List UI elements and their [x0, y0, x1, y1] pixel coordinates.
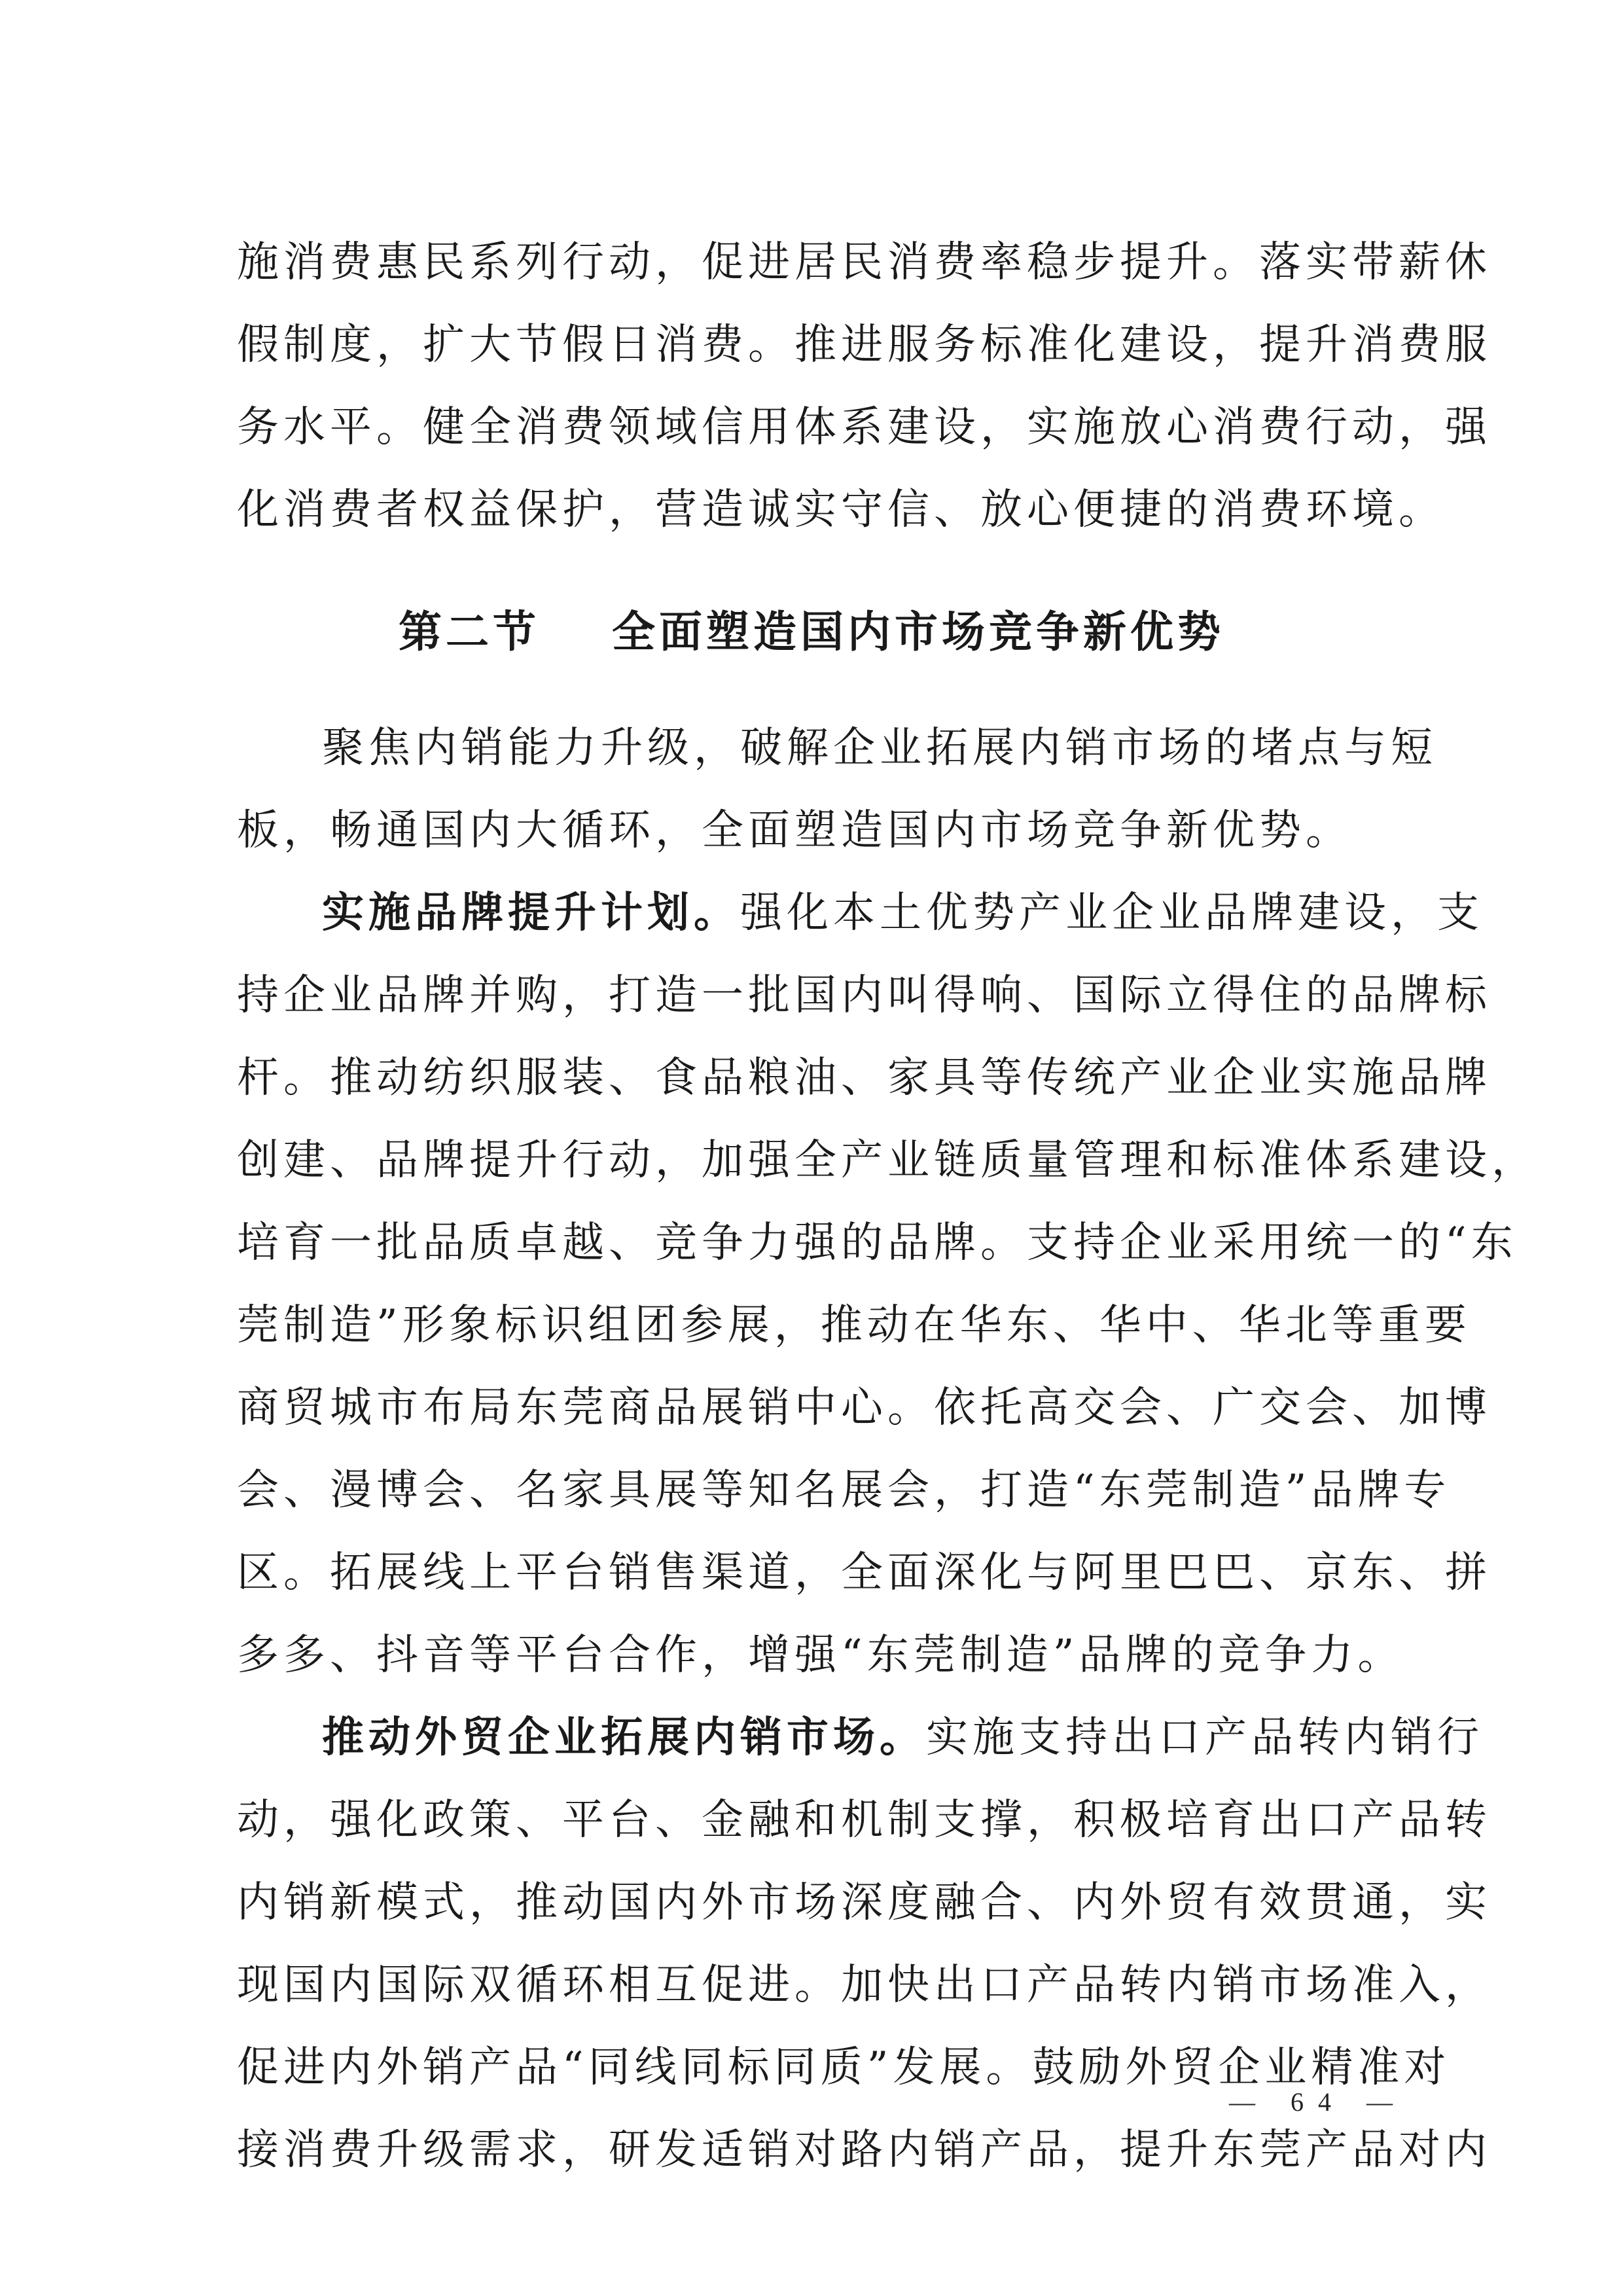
- paragraph-line: 务水平。健全消费领域信用体系建设，实施放心消费行动，强: [237, 403, 1491, 452]
- paragraph-text: 强化本土优势产业企业品牌建设，支: [740, 889, 1484, 937]
- intro-paragraph: [237, 707, 1437, 872]
- paragraph-line: 促进内外销产品“同线同标同质”发展。鼓励外贸企业精准对: [237, 2043, 1451, 2092]
- paragraph-line: 创建、品牌提升行动，加强全产业链质量管理和标准体系建设，: [237, 1136, 1538, 1185]
- paragraph-heading: 推动外贸企业拓展内销市场。: [322, 1713, 926, 1762]
- paragraph-line: 商贸城市布局东莞商品展销中心。依托高交会、广交会、加博: [237, 1384, 1491, 1432]
- page-number: — 64 —: [1229, 2087, 1407, 2117]
- paragraph-line: 杆。推动纺织服装、食品粮油、家具等传统产业企业实施品牌: [237, 1054, 1491, 1102]
- paragraph-line: 施消费惠民系列行动，促进居民消费率稳步提升。落实带薪休: [237, 238, 1491, 287]
- section-number: 第二节: [399, 606, 540, 657]
- paragraph-line: 持企业品牌并购，打造一批国内叫得响、国际立得住的品牌标: [237, 971, 1491, 1020]
- paragraph-line: 假制度，扩大节假日消费。推进服务标准化建设，提升消费服: [237, 321, 1491, 369]
- continued-paragraph: [237, 221, 1491, 551]
- paragraph-line: 莞制造”形象标识组团参展，推动在华东、华中、华北等重要: [237, 1301, 1471, 1350]
- paragraph-line: 内销新模式，推动国内外市场深度融合、内外贸有效贯通，实: [237, 1878, 1491, 1927]
- paragraph-line: 动，强化政策、平台、金融和机制支撑，积极培育出口产品转: [237, 1796, 1491, 1844]
- paragraph-line: 接消费升级需求，研发适销对路内销产品，提升东莞产品对内: [237, 2126, 1491, 2174]
- paragraph-line: 板，畅通国内大循环，全面塑造国内市场竞争新优势。: [237, 806, 1352, 855]
- trade-domestic-paragraph: [237, 1696, 1491, 2191]
- paragraph-line: 化消费者权益保护，营造诚实守信、放心便捷的消费环境。: [237, 486, 1445, 534]
- paragraph-line: 现国内国际双循环相互促进。加快出口产品转内销市场准入，: [237, 1961, 1491, 2009]
- paragraph-line: 会、漫博会、名家具展等知名展会，打造“东莞制造”品牌专: [237, 1466, 1451, 1515]
- paragraph-line: 区。拓展线上平台销售渠道，全面深化与阿里巴巴、京东、拼: [237, 1549, 1491, 1597]
- paragraph-heading: 实施品牌提升计划。: [322, 888, 740, 937]
- paragraph-first-line: [237, 872, 1484, 954]
- paragraph-line: 聚焦内销能力升级，破解企业拓展内销市场的堵点与短: [322, 724, 1437, 772]
- paragraph-line: 培育一批品质卓越、竞争力强的品牌。支持企业采用统一的“东: [237, 1219, 1518, 1267]
- paragraph-text: 实施支持出口产品转内销行: [926, 1713, 1484, 1762]
- paragraph-line: 多多、抖音等平台合作，增强“东莞制造”品牌的竞争力。: [237, 1631, 1404, 1679]
- section-heading: [0, 596, 1623, 668]
- brand-plan-paragraph: [237, 872, 1538, 1696]
- section-title: 全面塑造国内市场竞争新优势: [612, 606, 1224, 657]
- paragraph-first-line: [237, 1696, 1484, 1779]
